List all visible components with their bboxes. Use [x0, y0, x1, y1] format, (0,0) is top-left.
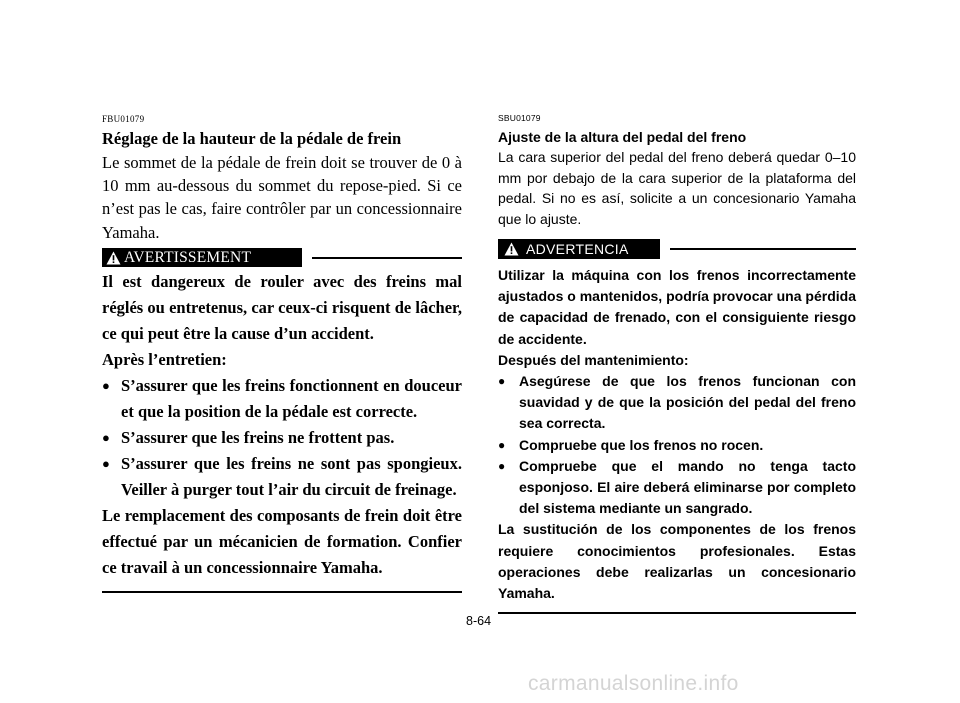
warning-header: [102, 247, 462, 269]
after-service-title: Después del mantenimiento:: [498, 351, 689, 368]
closing-text: Le remplacement des composants de frein doit être effectué par un mécanicien de formation. Confier ce travail à un concessionnaire Yamaha.: [102, 505, 462, 577]
bullet-icon: ●: [102, 455, 110, 471]
bullet-icon: ●: [498, 458, 506, 473]
page-number: 8-64: [466, 614, 492, 628]
warning-rule: [670, 248, 856, 250]
section-paragraph: Le sommet de la pédale de frein doit se trouver de 0 à 10 mm au-dessous du sommet du repose-pied. Si ce n’est pas le cas, faire contrôler par un concessionnaire Yamaha.: [102, 153, 462, 242]
bullet-icon: ●: [102, 429, 110, 445]
bullet-icon: ●: [102, 377, 110, 393]
section-paragraph: La cara superior del pedal del freno deberá quedar 0–10 mm por debajo de la cara superior de la plataforma del pedal. Si no es así, solicite a un concesionario Yamaha que lo ajuste.: [498, 149, 856, 227]
section-heading: Réglage de la hauteur de la pédale de frein: [102, 129, 402, 148]
after-service-title: Après l’entretien:: [102, 349, 227, 369]
warning-triangle-icon: [504, 242, 519, 256]
list-item: ● Compruebe que los frenos no rocen.: [498, 435, 856, 456]
bullet-icon: ●: [498, 374, 506, 389]
section-heading: Ajuste de la altura del pedal del freno: [498, 129, 747, 145]
closing-text: La sustitución de los componentes de los frenos requiere conocimientos profesionales. Estas operaciones debe realizarlas un concesionario Yamaha.: [498, 521, 856, 602]
warning-badge: [498, 239, 660, 259]
warning-header: [498, 237, 856, 261]
warning-label: ADVERTENCIA: [526, 241, 629, 257]
bullet-icon: ●: [498, 437, 506, 452]
warning-end-rule: [498, 612, 856, 614]
list-item: ● S’assurer que les freins ne frottent pas.: [102, 425, 462, 451]
warning-label: AVERTISSEMENT: [124, 248, 252, 266]
warning-rule: [312, 257, 462, 259]
warning-text: Il est dangereux de rouler avec des freins mal réglés ou entretenus, car ceux-ci risquent de lâcher, ce qui peut être la cause d’un accident.: [102, 271, 462, 343]
warning-badge: [102, 248, 302, 267]
list-item: ● Compruebe que el mando no tenga tacto esponjoso. El aire deberá eliminarse por completo del sistema mediante un sangrado.: [498, 457, 856, 517]
warning-body: [498, 265, 856, 604]
warning-body: [102, 269, 462, 581]
section-code: FBU01079: [102, 114, 145, 124]
warning-text: Utilizar la máquina con los frenos incorrectamente ajustados o mantenidos, podría provocar una pérdida de capacidad de frenado, con el consiguiente riesgo de accidente.: [498, 267, 856, 347]
list-item: ● Asegúrese de que los frenos funcionan con suavidad y de que la posición del pedal del freno sea correcta.: [498, 373, 856, 432]
spanish-column: [498, 112, 856, 614]
warning-triangle-icon: [106, 251, 121, 265]
warning-end-rule: [102, 591, 462, 593]
section-code: SBU01079: [498, 113, 541, 123]
watermark: carmanualsonline.info: [528, 672, 739, 695]
list-item: ● S’assurer que les freins ne sont pas spongieux. Veiller à purger tout l’air du circuit de freinage.: [102, 451, 462, 503]
french-column: [102, 113, 462, 593]
list-item: ● S’assurer que les freins fonctionnent en douceur et que la position de la pédale est correcte.: [102, 373, 462, 425]
